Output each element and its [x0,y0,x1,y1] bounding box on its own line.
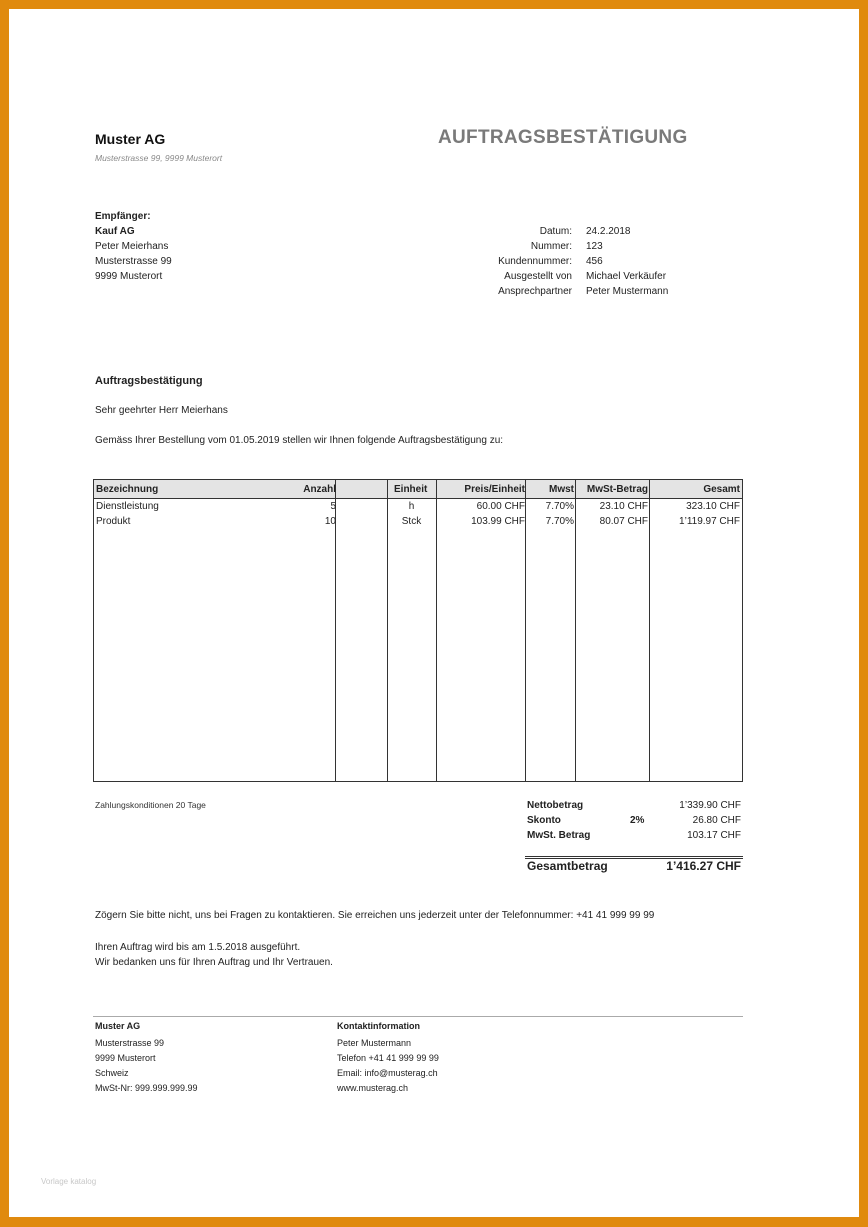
cell-quantity: 10 [324,516,336,527]
cell-description: Produkt [96,516,131,527]
footer-divider [93,1016,743,1017]
grand-total-label: Gesamtbetrag [527,859,608,873]
meta-value: 123 [586,241,603,252]
meta-row-contact-person [429,284,668,299]
recipient-company: Kauf AG [95,226,135,237]
footer-line: MwSt-Nr: 999.999.999.99 [95,1083,198,1093]
cell-vat-rate: 7.70% [545,501,574,512]
closing-text [95,940,333,970]
cell-quantity: 5 [330,501,336,512]
cell-vat-rate: 7.70% [545,516,574,527]
meta-label: Nummer: [530,241,572,252]
meta-row-date [429,224,668,239]
meta-value: Peter Mustermann [586,286,669,297]
meta-value: 24.2.2018 [586,226,631,237]
column-divider [649,480,650,781]
footer-line: Peter Mustermann [337,1038,412,1048]
vat-value: 103.17 CHF [687,830,741,841]
salutation: Sehr geehrter Herr Meierhans [95,405,228,416]
watermark: Vorlage katalog [41,1177,97,1186]
net-total-label: Nettobetrag [527,800,584,811]
footer-line: www.musterag.ch [337,1083,409,1093]
footer-line: 9999 Musterort [95,1053,156,1063]
vat-row [527,828,743,843]
cell-vat-amount: 23.10 CHF [599,501,648,512]
sender-company: Muster AG [95,131,166,147]
header-vat-amount: MwSt-Betrag [586,484,648,495]
discount-value: 26.80 CHF [692,815,741,826]
sender-address-line: Musterstrasse 99, 9999 Musterort [95,153,223,163]
header-total: Gesamt [703,484,740,495]
discount-row [527,813,743,828]
net-total-row [527,798,743,813]
meta-label: Ansprechpartner [498,286,572,297]
footer-line: Email: info@musterag.ch [337,1068,438,1078]
cell-unit-price: 60.00 CHF [476,501,525,512]
total-divider [525,856,743,857]
meta-label: Ausgestellt von [504,271,572,282]
intro-text: Gemäss Ihrer Bestellung vom 01.05.2019 stellen wir Ihnen folgende Auftragsbestätigung zu: [95,435,504,446]
footer-company-heading: Muster AG [95,1021,141,1031]
meta-row-customer-number [429,254,668,269]
closing-line: Wir bedanken uns für Ihren Auftrag und Ihr Vertrauen. [95,957,333,968]
cell-vat-amount: 80.07 CHF [599,516,648,527]
cell-total: 1’119.97 CHF [679,516,740,527]
column-divider [525,480,526,781]
grand-total-row [527,859,743,877]
recipient-street: Musterstrasse 99 [95,256,172,267]
document-title: AUFTRAGSBESTÄTIGUNG [438,127,688,148]
totals-block [527,798,743,843]
cell-total: 323.10 CHF [686,501,740,512]
discount-percent: 2% [630,815,645,826]
document-meta [429,224,668,299]
vat-label: MwSt. Betrag [527,830,591,841]
footer-line: Schweiz [95,1068,129,1078]
recipient-name: Peter Meierhans [95,241,169,252]
recipient-city: 9999 Musterort [95,271,163,282]
contact-note: Zögern Sie bitte nicht, uns bei Fragen zu kontaktieren. Sie erreichen uns jederzeit unter der Telefonnummer: +41 41 999 99 99 [95,910,655,921]
meta-label: Datum: [539,226,572,237]
header-description: Bezeichnung [96,484,159,495]
meta-row-number [429,239,668,254]
footer-company [95,1019,198,1096]
header-unit: Einheit [394,484,428,495]
header-quantity: Anzahl [303,484,336,495]
closing-line: Ihren Auftrag wird bis am 1.5.2018 ausgeführt. [95,942,301,953]
meta-value: Michael Verkäufer [586,271,667,282]
column-divider [575,480,576,781]
footer-line: Telefon +41 41 999 99 99 [337,1053,439,1063]
meta-value: 456 [586,256,603,267]
discount-label: Skonto [527,815,561,826]
meta-label: Kundennummer: [498,256,572,267]
meta-row-issued-by [429,269,668,284]
footer-line: Musterstrasse 99 [95,1038,165,1048]
document-page [9,9,859,1217]
header-vat-rate: Mwst [549,484,574,495]
recipient-block [95,209,172,284]
grand-total-value: 1’416.27 CHF [666,859,741,873]
payment-terms: Zahlungskonditionen 20 Tage [95,800,206,810]
cell-unit-price: 103.99 CHF [471,516,525,527]
cell-description: Dienstleistung [96,501,159,512]
footer-contact-heading: Kontaktinformation [337,1021,420,1031]
cell-unit: Stck [401,516,422,527]
column-divider [436,480,437,781]
line-items-table [93,479,743,782]
recipient-heading: Empfänger: [95,211,151,222]
header-unit-price: Preis/Einheit [464,484,525,495]
net-total-value: 1’339.90 CHF [679,800,741,811]
subject-heading: Auftragsbestätigung [95,375,203,387]
cell-unit: h [408,501,415,512]
footer-contact [337,1019,439,1096]
